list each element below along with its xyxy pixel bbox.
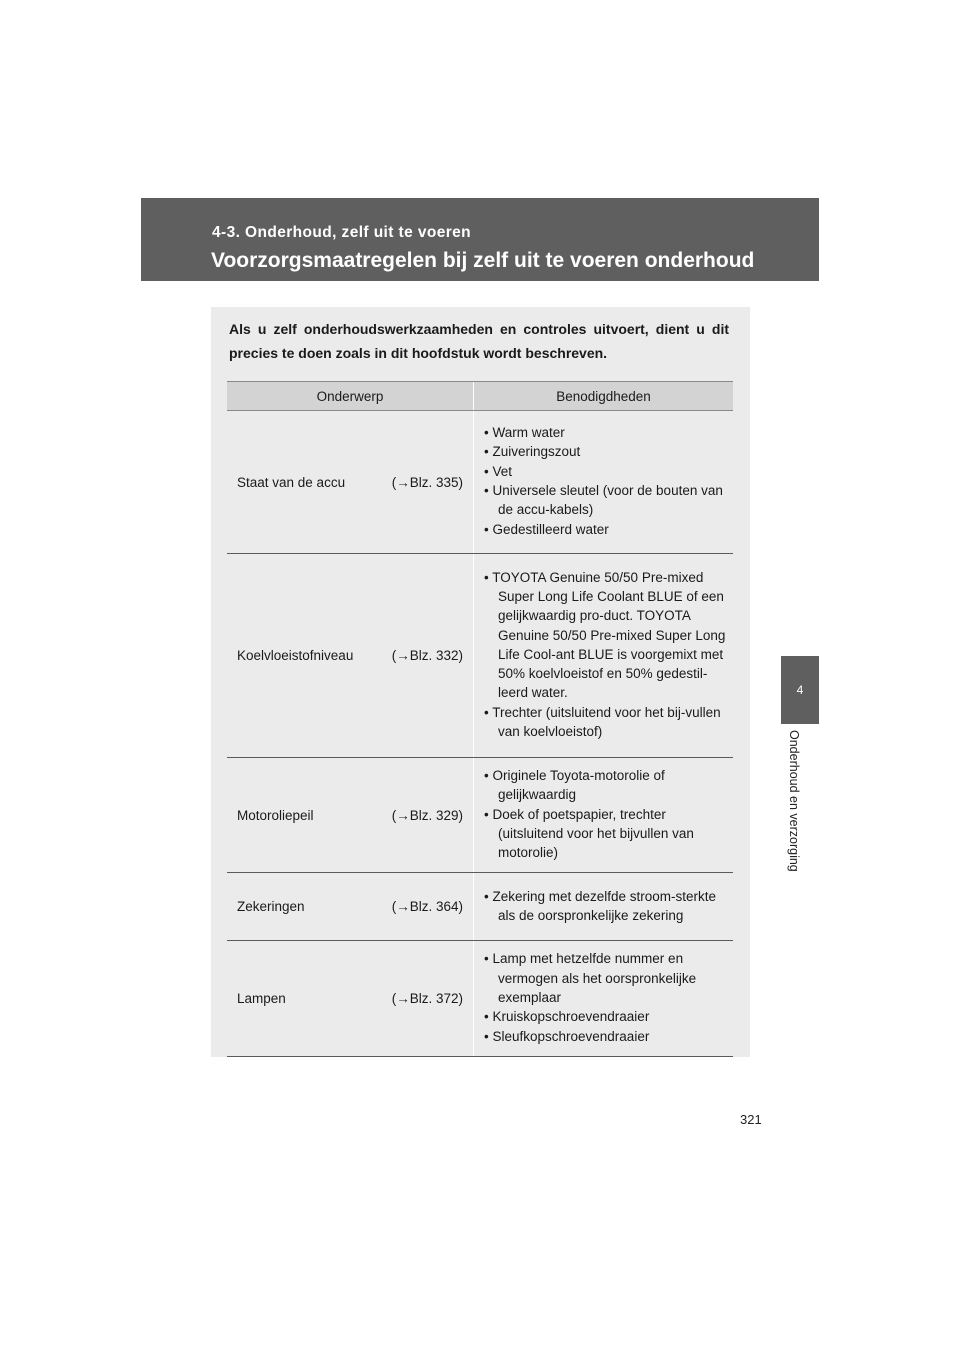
subject-name: Motoroliepeil [237, 807, 314, 823]
subject-cell [227, 941, 474, 1056]
column-header-supplies: Benodigdheden [474, 382, 734, 411]
list-item: • Gedestilleerd water [484, 521, 609, 537]
page-reference: (→Blz. 364) [391, 899, 463, 915]
supplies-cell [474, 758, 734, 873]
page-reference: (→Blz. 372) [391, 991, 463, 1007]
list-item: • Lamp met hetzelfde nummer en vermogen als het oorspronkelijke exemplaar [484, 951, 697, 1006]
header-band [141, 198, 819, 281]
list-item: • Doek of poetspapier, trechter (uitsluitend voor het bijvullen van motorolie) [484, 806, 694, 861]
table-row [227, 411, 733, 554]
supplies-cell [474, 411, 734, 554]
subject-cell [227, 554, 474, 758]
chapter-tab [781, 656, 819, 724]
content-box [211, 307, 750, 1057]
list-item: • Vet [484, 463, 512, 479]
subject-cell [227, 758, 474, 873]
maintenance-table [227, 381, 733, 1057]
table-header-row [227, 382, 733, 411]
list-item: • Originele Toyota-motorolie of gelijkwaardig [484, 768, 665, 803]
list-item: • Trechter (uitsluitend voor het bij-vullen van koelvloeistof) [484, 704, 721, 740]
list-item: • Zekering met dezelfde stroom-sterkte als de oorspronkelijke zekering [484, 888, 717, 923]
supplies-cell [474, 554, 734, 758]
table-row [227, 873, 733, 941]
table-row [227, 554, 733, 758]
list-item: • Zuiveringszout [484, 444, 581, 460]
column-header-subject: Onderwerp [227, 382, 474, 411]
chapter-label: Onderhoud en verzorging [787, 730, 801, 872]
list-item: • TOYOTA Genuine 50/50 Pre-mixed Super Long Life Coolant BLUE of een gelijkwaardig pro-duct. TOYOTA Genuine 50/50 Pre-mixed Super Long Life Cool-ant BLUE is voorgemixt met 50% koelvloeistof en 50% gedestil-leerd water. [484, 569, 726, 701]
subject-cell [227, 873, 474, 941]
page-reference: (→Blz. 329) [391, 807, 463, 823]
page-title: Voorzorgsmaatregelen bij zelf uit te voeren onderhoud [211, 249, 755, 272]
list-item: • Kruiskopschroevendraaier [484, 1009, 650, 1025]
page-reference: (→Blz. 332) [391, 648, 463, 663]
supplies-cell [474, 873, 734, 941]
list-item: • Warm water [484, 425, 565, 441]
page-reference: (→Blz. 335) [391, 474, 463, 490]
section-label: 4-3. Onderhoud, zelf uit te voeren [212, 224, 472, 241]
list-item: • Sleufkopschroevendraaier [484, 1028, 650, 1044]
page-number: 321 [740, 1112, 762, 1127]
subject-name: Lampen [237, 991, 286, 1007]
subject-name: Koelvloeistofniveau [237, 648, 354, 663]
supplies-cell [474, 941, 734, 1056]
subject-name: Staat van de accu [237, 474, 346, 490]
list-item: • Universele sleutel (voor de bouten van de accu-kabels) [484, 483, 723, 518]
subject-cell [227, 411, 474, 554]
chapter-number: 4 [796, 683, 804, 697]
subject-name: Zekeringen [237, 899, 305, 915]
intro-text: Als u zelf onderhoudswerkzaamheden en controles uitvoert, dient u dit precies te doen zoals in dit hoofdstuk wordt beschreven. [229, 321, 729, 361]
table-row [227, 941, 733, 1056]
table-row [227, 758, 733, 873]
